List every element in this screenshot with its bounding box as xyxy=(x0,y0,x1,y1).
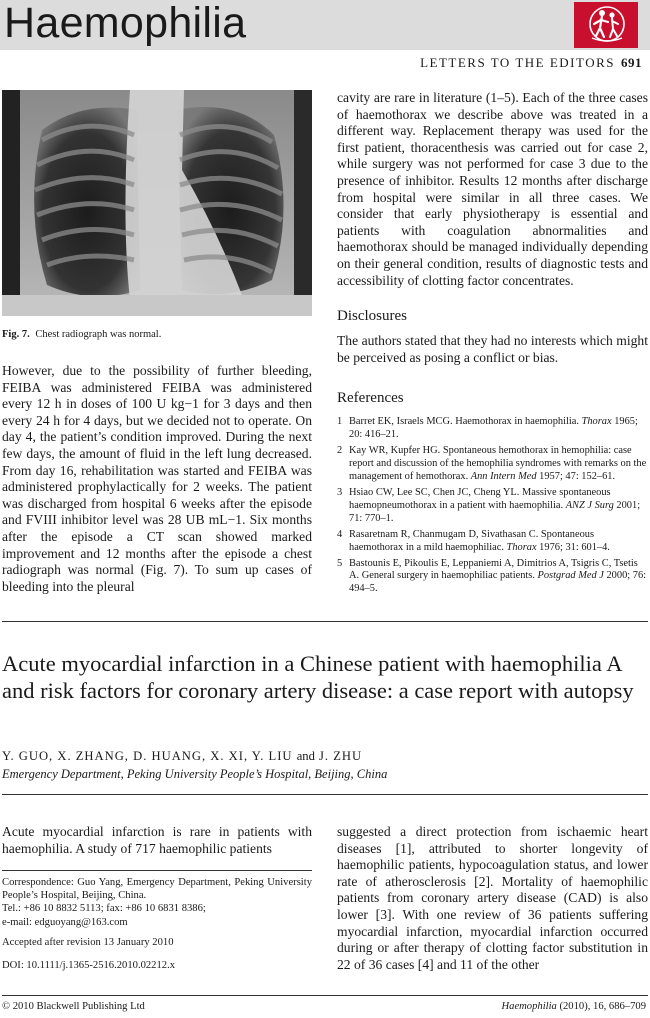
copyright-notice: © 2010 Blackwell Publishing Ltd xyxy=(2,1001,145,1012)
reference-item: 3 Hsiao CW, Lee SC, Chen JC, Cheng YL. Massive spontaneous haemopneumothorax in a patient with haemophilia. ANZ J Surg 2001; 71: 770–1. xyxy=(337,486,641,524)
letter-paragraph-right: cavity are rare in literature (1–5). Each of the three cases of haemothorax we describe above was treated in a different way. Replacement therapy was used for the first patient, thoracenthesis was carried out for case 2, while surgery was not performed for case 3 due to the presence of inhibitor. Results 12 months after discharge from hospital were similar in all three cases. We consider that early physiotherapy is essential and patients with coagulation abnormalities and haemothorax should be managed individually depending on their general condition, results of diagnostic tests and accessibility of clotting factor concentrates. xyxy=(337,90,648,288)
figure-label: Fig. 7. xyxy=(2,329,30,340)
letter-paragraph-left: However, due to the possibility of further bleeding, FEIBA was administered FEIBA was administered every 12 h in doses of 100 U kg−1 for 3 days and then every 24 h for 4 days, but we decided not to operate. On day 4, the patient’s condition improved. During the next few days, the amount of fluid in the left lung decreased. From day 16, rehabilitation was started and FEIBA was administered prophylactically for 2 weeks. The patient was discharged from hospital 6 weeks after the episode and FVIII inhibitor level was 28 UB mL−1. Six months after the episode a CT scan showed marked improvement and 12 months after the episode a chest radiograph was normal (Fig. 7). To sum up cases of bleeding into the pleural xyxy=(2,363,312,594)
letter-body-right xyxy=(337,90,648,289)
disclosures-text: The authors stated that they had no interests which might be perceived as posing a conflict or bias. xyxy=(337,333,648,365)
article-body-right: suggested a direct protection from ischaemic heart diseases [1], attributed to shorter longevity of haemophilic patients, hypocoagulation status, and lower rate of atherosclerosis [2]. Mortality of haemophilic patients from coronary artery disease (CAD) is also lower [3]. With one review of 36 patients suffering myocardial infarction, myocardial infarction occurred during or after therapy of clotting factor substitution in 22 of 36 cases [4] and 11 of the other xyxy=(337,824,648,972)
running-head xyxy=(380,54,642,72)
article-doi: DOI: 10.1111/j.1365-2516.2010.02212.x xyxy=(2,960,176,971)
page-number: 691 xyxy=(621,55,642,70)
footer-divider xyxy=(2,995,648,996)
letter-body-left xyxy=(2,363,312,595)
journal-name: Haemophilia xyxy=(4,0,247,47)
figure-caption xyxy=(2,328,161,342)
section-divider xyxy=(2,621,648,622)
reference-item: 5 Bastounis E, Pikoulis E, Leppaniemi A, Dimitrios A, Tsigris C, Tsetis A. General surgery in haemophiliac patients. Postgrad Med J 2000; 76: 494–5. xyxy=(337,557,647,595)
section-name: LETTERS TO THE EDITORS xyxy=(420,55,615,70)
accepted-date: Accepted after revision 13 January 2010 xyxy=(2,937,174,948)
correspondence-phone: Tel.: +86 10 8832 5113; fax: +86 10 6831 8386; xyxy=(2,903,206,915)
reference-item: 4 Rasaretnam R, Chanmugam D, Sivathasan C. Spontaneous haemothorax in a mild haemophiliac. Thorax 1976; 31: 601–4. xyxy=(337,528,610,553)
journal-citation: Haemophilia (2010), 16, 686–709 xyxy=(501,1001,646,1012)
article-authors: Y. GUO, X. ZHANG, D. HUANG, X. XI, Y. LIU and J. ZHU xyxy=(2,749,363,763)
references-list xyxy=(337,416,648,599)
reference-item: 1 Barret EK, Israels MCG. Haemothorax in haemophilia. Thorax 1965; 20: 416–21. xyxy=(337,416,638,440)
correspondence-divider xyxy=(2,870,312,871)
author-affiliation: Emergency Department, Peking University People’s Hospital, Beijing, China xyxy=(2,767,388,781)
chest-radiograph-image xyxy=(2,90,312,316)
article-title: Acute myocardial infarction in a Chinese patient with haemophilia A and risk factors for coronary artery disease: a case report with autopsy xyxy=(2,651,634,703)
correspondence-email: e-mail: edguoyang@163.com xyxy=(2,916,128,928)
references-heading: References xyxy=(337,390,404,406)
correspondence-address: Correspondence: Guo Yang, Emergency Department, Peking University People’s Hospital, Beijing, China. xyxy=(2,877,312,902)
figure-caption-text: Chest radiograph was normal. xyxy=(35,329,162,340)
title-divider xyxy=(2,794,648,795)
haemophilia-logo-icon xyxy=(574,2,638,48)
reference-item: 2 Kay WR, Kupfer HG. Spontaneous hemothorax in hemophilia: case report and discussion of the hemophilia syndromes with remarks on the management of hemothorax. Ann Intern Med 1957; 47: 152–61. xyxy=(337,444,647,482)
disclosures-heading: Disclosures xyxy=(337,308,407,324)
article-body-left: Acute myocardial infarction is rare in patients with haemophilia. A study of 717 haemophilic patients xyxy=(2,824,312,856)
correspondence-block xyxy=(2,876,312,929)
